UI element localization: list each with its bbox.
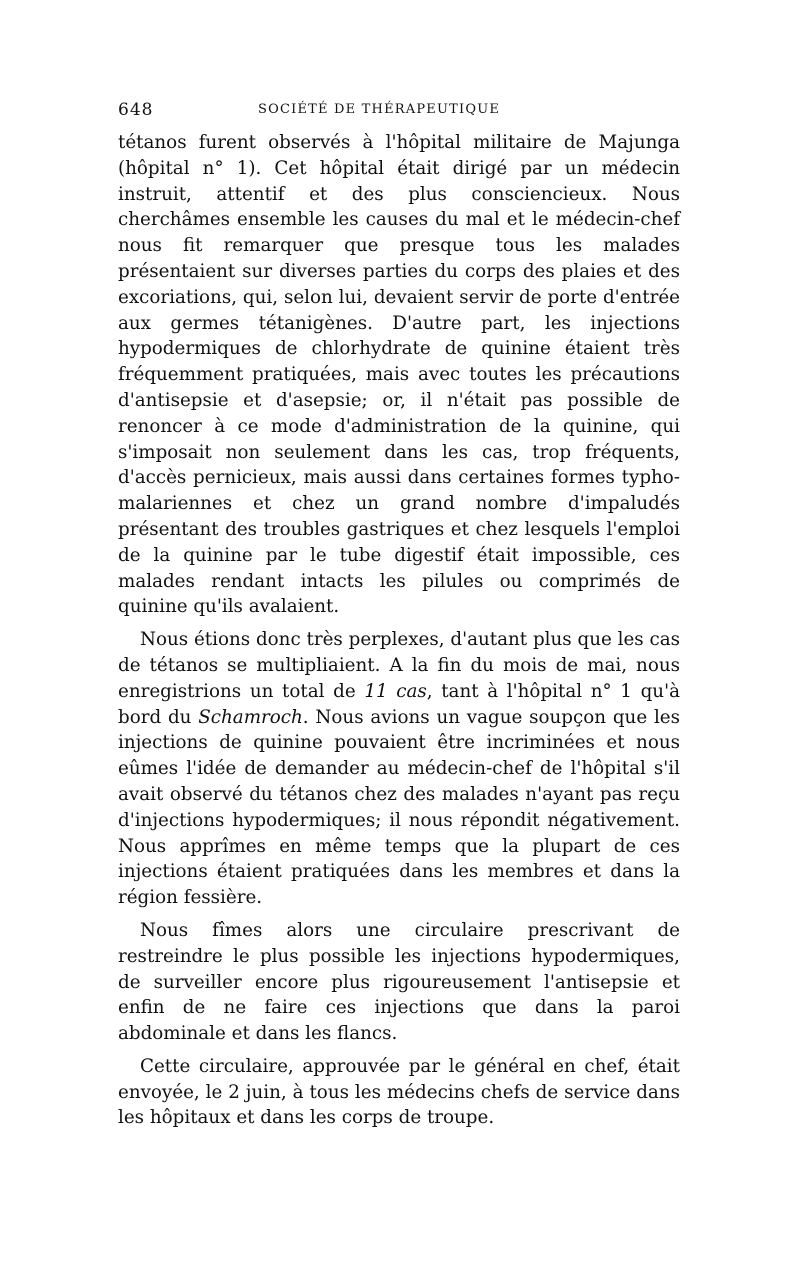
book-page xyxy=(118,100,680,1131)
page-number: 648 xyxy=(118,100,154,120)
running-header xyxy=(118,100,680,130)
running-title: SOCIÉTÉ DE THÉRAPEUTIQUE xyxy=(258,102,501,117)
paragraph-2-text-b: , tant à l'hôpital n° 1 qu'à bord du xyxy=(118,680,680,728)
case-count: 11 cas xyxy=(364,680,427,702)
paragraph-1: tétanos furent observés à l'hôpital militaire de Majunga (hôpital n° 1). Cet hôpital était dirigé par un médecin instruit, attentif et des plus consciencieux. Nous cherchâmes ensemble les causes du mal et le médecin-chef nous fit remarquer que presque tous les malades présentaient sur diverses parties du corps des plaies et des excoriations, qui, selon lui, devaient servir de porte d'entrée aux germes tétanigènes. D'autre part, les injections hypodermiques de chlorhydrate de quinine étaient très fréquemment pratiquées, mais avec toutes les précautions d'antisepsie et d'asepsie; or, il n'était pas possible de renoncer à ce mode d'administration de la quinine, qui s'imposait non seulement dans les cas, trop fréquents, d'accès pernicieux, mais aussi dans certaines formes typho-malariennes et chez un grand nombre d'impaludés présentant des troubles gastriques et chez lesquels l'emploi de la quinine par le tube digestif était impossible, ces malades rendant intacts les pilules ou comprimés de quinine qu'ils avalaient. xyxy=(118,132,680,618)
body-text xyxy=(118,130,680,1131)
paragraph-2-text-c: . Nous avions un vague soupçon que les injections de quinine pouvaient être incriminées et nous eûmes l'idée de demander au médecin-chef de l'hôpital s'il avait observé du tétanos chez des malades n'ayant pas reçu d'injections hypodermiques; il nous répondit négativement. Nous apprîmes en même temps que la plupart de ces injections étaient pratiquées dans les membres et dans la région fessière. xyxy=(118,706,680,909)
paragraph-4: Cette circulaire, approuvée par le général en chef, était envoyée, le 2 juin, à tous les médecins chefs de service dans les hôpitaux et dans les corps de troupe. xyxy=(118,1055,680,1129)
ship-name: Schamroch xyxy=(198,706,303,728)
paragraph-2-text-a: Nous étions donc très perplexes, d'autant plus que les cas de tétanos se multipliaient. A la fin du mois de mai, nous enregistrions un total de xyxy=(118,629,680,702)
paragraph-2 xyxy=(118,627,680,911)
paragraph-3: Nous fîmes alors une circulaire prescrivant de restreindre le plus possible les injections hypodermiques, de surveiller encore plus rigoureusement l'antisepsie et enfin de ne faire ces injections que dans la paroi abdominale et dans les flancs. xyxy=(118,919,680,1045)
